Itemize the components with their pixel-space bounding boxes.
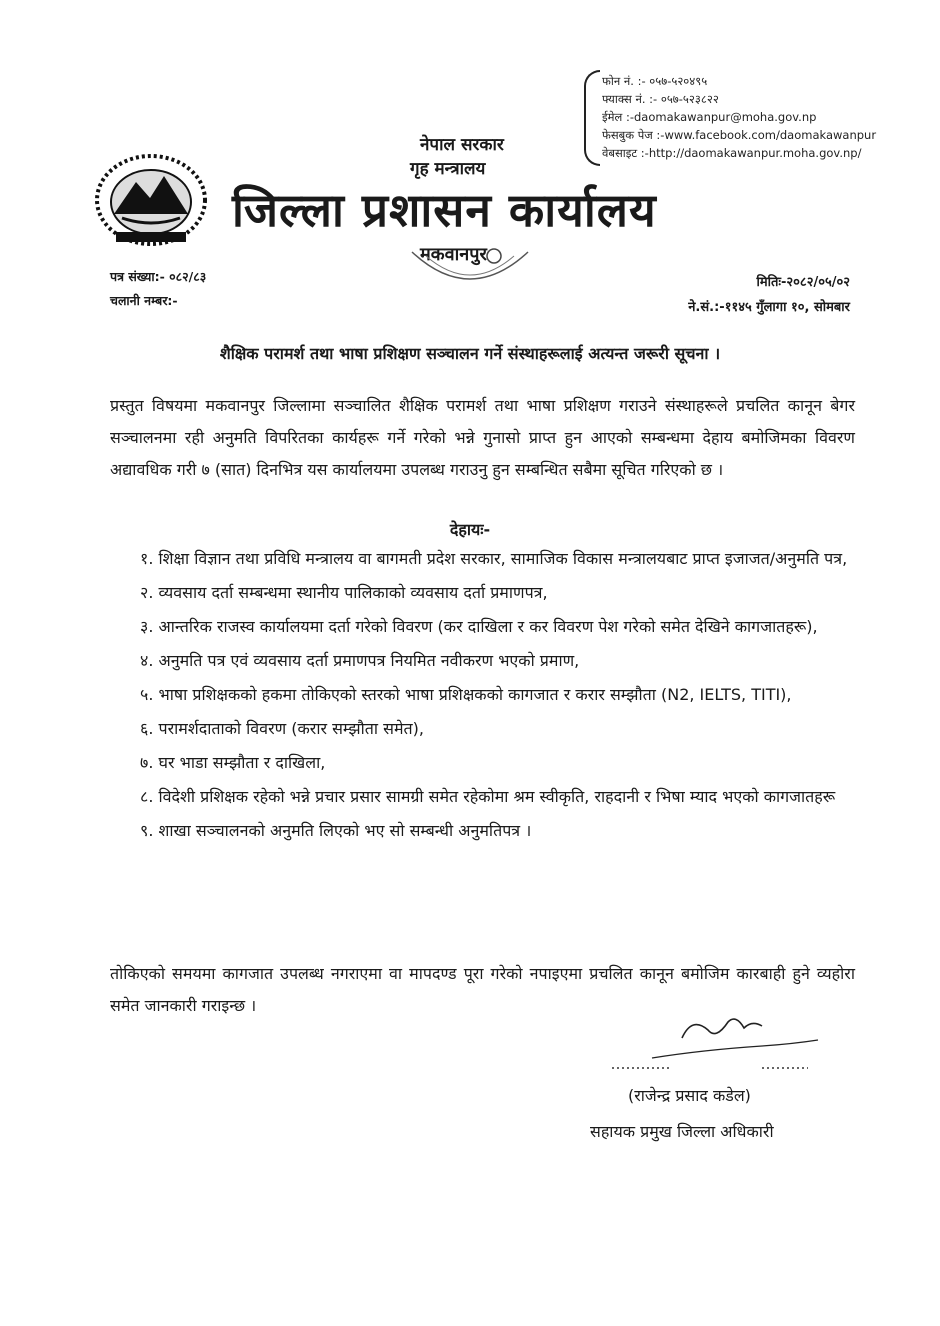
list-item: ३. आन्तरिक राजस्व कार्यालयमा दर्ता गरेको विवरण (कर दाखिला र कर विवरण पेश गरेको समेत देखिने कागजातहरू), <box>140 617 818 636</box>
date: मितिः-२०८२/०५/०२ <box>756 275 850 290</box>
list-item: १. शिक्षा विज्ञान तथा प्रविधि मन्त्रालय वा बागमती प्रदेश सरकार, सामाजिक विकास मन्त्रालयबाट प्राप्त इजाजत/अनुमति पत्र, <box>140 549 848 568</box>
notice-subject: शैक्षिक परामर्श तथा भाषा प्रशिक्षण सञ्चालन गर्ने संस्थाहरूलाई अत्यन्त जरूरी सूचना । <box>219 344 721 363</box>
contact-block <box>602 72 876 162</box>
contact-phone: फोन नं. :- ०५७-५२०४९५ <box>602 74 708 88</box>
district-name: मकवानपुर <box>420 244 487 265</box>
contact-email: ईमेल :-daomakawanpur@moha.gov.np <box>602 110 817 124</box>
nepal-emblem-icon <box>92 148 210 252</box>
nepal-sambat-date: ने.सं.:-११४५ गुँलागा १०, सोमबार <box>688 300 850 315</box>
contact-facebook: फेसबुक पेज :-www.facebook.com/daomakawanpur <box>602 128 877 142</box>
reference-number: पत्र संख्या:- ०८२/८३ <box>110 269 207 284</box>
list-item: ४. अनुमति पत्र एवं व्यवसाय दर्ता प्रमाणपत्र नियमित नवीकरण भएको प्रमाण, <box>140 651 580 670</box>
government-name: नेपाल सरकार <box>420 135 504 155</box>
office-name: जिल्ला प्रशासन कार्यालय <box>232 183 657 237</box>
body-intro-paragraph: प्रस्तुत विषयमा मकवानपुर जिल्लामा सञ्चालित शैक्षिक परामर्श तथा भाषा प्रशिक्षण गराउने संस्थाहरूले प्रचलित कानून बेगर सञ्चालनमा रही अनुमति विपरितका कार्यहरू गर्ने गरेको भन्ने गुनासो प्राप्त हुन आएको सम्बन्धमा देहाय बमोजिमका विवरण अद्यावधिक गरी ७ (सात) दिनभित्र यस कार्यालयमा उपलब्ध गराउनु हुन सम्बन्धित सबैमा सूचित गरिएको छ । <box>110 396 855 479</box>
list-item: ७. घर भाडा सम्झौता र दाखिला, <box>140 753 326 772</box>
list-item: ९. शाखा सञ्चालनको अनुमति लिएको भए सो सम्बन्धी अनुमतिपत्र । <box>140 821 532 840</box>
contact-fax: फ्याक्स नं. :- ०५७-५२३८२२ <box>602 92 719 106</box>
contact-website: वेबसाइट :-http://daomakawanpur.moha.gov.np/ <box>602 146 862 160</box>
ministry-name: गृह मन्त्रालय <box>410 159 486 179</box>
signatory-name: (राजेन्द्र प्रसाद कडेल) <box>628 1086 751 1105</box>
list-heading: देहायः- <box>449 520 491 539</box>
office-stamp-icon <box>408 246 532 306</box>
list-item: ८. विदेशी प्रशिक्षक रहेको भन्ने प्रचार प्रसार सामग्री समेत रहेकोमा श्रम स्वीकृति, राहदानी र भिषा म्याद भएको कागजातहरू <box>140 787 836 806</box>
dispatch-number: चलानी नम्बर:- <box>110 293 178 308</box>
handwritten-signature-icon <box>612 1010 822 1084</box>
requirements-list <box>140 544 860 850</box>
signatory-title: सहायक प्रमुख जिल्ला अधिकारी <box>590 1122 774 1141</box>
list-item: २. व्यवसाय दर्ता सम्बन्धमा स्थानीय पालिकाको व्यवसाय दर्ता प्रमाणपत्र, <box>140 583 548 602</box>
contact-brace <box>584 70 600 166</box>
list-item: ५. भाषा प्रशिक्षकको हकमा तोकिएको स्तरको भाषा प्रशिक्षकको कागजात र करार सम्झौता (N2, IELTS, TITI), <box>140 685 792 704</box>
closing-paragraph: तोकिएको समयमा कागजात उपलब्ध नगराएमा वा मापदण्ड पूरा गरेको नपाइएमा प्रचलित कानून बमोजिम कारबाही हुने व्यहोरा समेत जानकारी गराइन्छ । <box>110 964 855 1015</box>
list-item: ६. परामर्शदाताको विवरण (करार सम्झौता समेत), <box>140 719 424 738</box>
